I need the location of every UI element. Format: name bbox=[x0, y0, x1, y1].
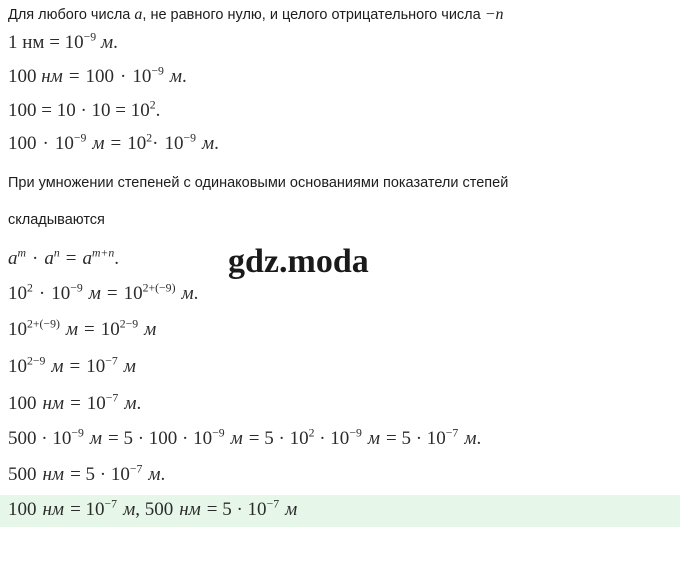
rule-statement-line1: При умножении степеней с одинаковыми основаниями показатели степей bbox=[8, 175, 509, 191]
answer-line: 100 нм = $10^{-7}$ м, 500 нм = $5 \cdot 10^{-7}$ м bbox=[8, 497, 298, 520]
hundred-nm-line: 100 нм = $100 \cdot 10^{-9}$ м. bbox=[8, 64, 187, 87]
rule-statement-line2: складываются bbox=[8, 212, 105, 228]
step-simplify-2-line: $10^{2-9}$ $м = 10^{-7}$ м bbox=[8, 354, 136, 377]
rule-formula-line: $a^m \cdot a^n = a^{m+n}$. bbox=[8, 246, 120, 269]
step-sum-exponents-line: $10^2 \cdot 10^{-9}$ $м = 10^{2+(-9)}$ м. bbox=[8, 281, 199, 304]
hundred-as-power-line: $100 = 10 \cdot 10 = 10^2$. bbox=[8, 98, 161, 121]
step-simplify-1-line: $10^{2+(-9)}$ $м = 10^{2-9}$ м bbox=[8, 317, 157, 340]
step-500-line: $500 \cdot 10^{-9}$ $м = 5 \cdot 100 \cdot 10^{-9}$ $м = 5 \cdot 10^2 \cdot 10^{-9}$ $м = 5 \cdot 10^{-7}$ м. bbox=[8, 426, 482, 449]
watermark-text: gdz.moda bbox=[228, 243, 369, 280]
result-100nm-line: 100 нм = $10^{-7}$ м. bbox=[8, 391, 142, 414]
result-500nm-line: 500 нм = $5 \cdot 10^{-7}$ м. bbox=[8, 462, 166, 485]
bottom-whitespace bbox=[0, 527, 680, 565]
hundred-times-power-line: $100 \cdot 10^{-9}$ $м = 10^2\cdot 10^{-9}$ м. bbox=[8, 131, 219, 154]
answer-highlight-band bbox=[0, 495, 680, 527]
nm-definition-line: 1 нм = $10^{-9}$ м. bbox=[8, 30, 118, 53]
intro-statement: Для любого числа a, не равного нулю, и целого отрицательного числа −n bbox=[8, 6, 504, 23]
